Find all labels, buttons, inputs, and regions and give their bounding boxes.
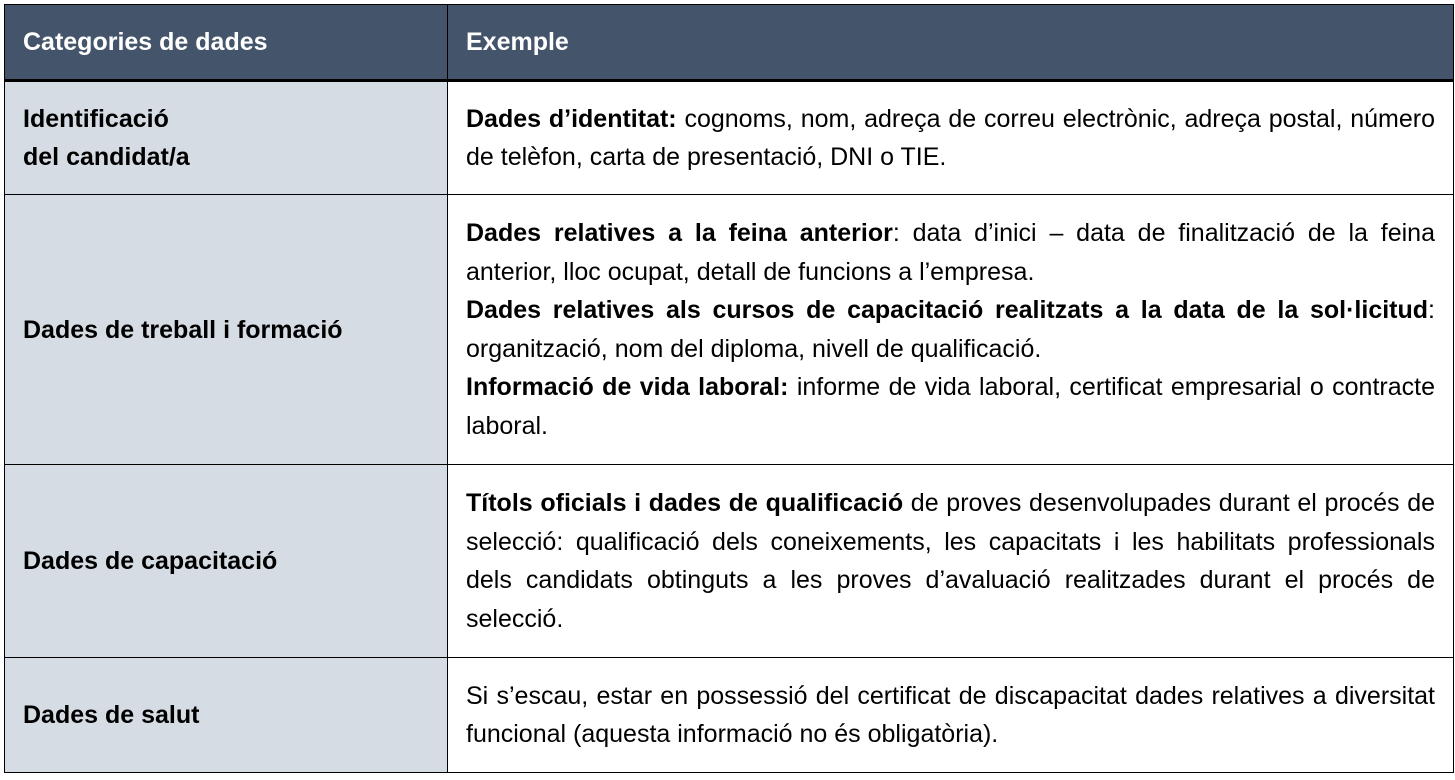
header-categories: Categories de dades: [5, 5, 448, 81]
example-bold-term: Títols oficials i dades de qualificació: [466, 489, 904, 517]
example-cell: [448, 465, 1454, 658]
category-label: del candidat/a: [23, 143, 190, 171]
data-categories-table: [4, 4, 1454, 773]
category-cell: [5, 81, 448, 195]
table-header-row: [5, 5, 1454, 81]
category-cell: [5, 658, 448, 773]
example-paragraph: [466, 100, 1435, 177]
category-cell: [5, 465, 448, 658]
example-paragraph: [466, 214, 1435, 291]
category-label: Dades de capacitació: [23, 547, 278, 575]
example-text: informe de vida laboral, certificat empresarial o contracte laboral.: [466, 373, 1435, 440]
example-bold-term: Dades relatives als cursos de capacitació realitzats a la data de la sol·licitud: [466, 296, 1429, 324]
example-paragraph: [466, 484, 1435, 638]
example-text: Si s’escau, estar en possessió del certificat de discapacitat dades relatives a diversitat funcional (aquesta informació no és obligatòria).: [466, 681, 1435, 748]
example-bold-term: Informació de vida laboral:: [466, 373, 789, 401]
example-cell: [448, 81, 1454, 195]
example-text: de proves desenvolupades durant el procés de selecció: qualificació dels coneixements, les capacitats i les habilitats professionals dels candidats obtinguts a les proves d’avaluació realitzades durant el procés de selecció.: [466, 489, 1436, 633]
example-paragraph: [466, 677, 1435, 754]
example-paragraph: [466, 368, 1435, 445]
example-cell: [448, 195, 1454, 465]
category-label: Identificació: [23, 105, 169, 133]
header-example: Exemple: [448, 5, 1454, 81]
data-categories-table-container: [4, 4, 1453, 773]
example-cell: [448, 658, 1454, 773]
example-bold-term: Dades d’identitat:: [466, 104, 677, 133]
category-label: Dades de treball i formació: [23, 315, 343, 344]
example-text: : data d’inici – data de finalització de la feina anterior, lloc ocupat, detall de funcions a l’empresa.: [466, 219, 1435, 286]
example-text: cognoms, nom, adreça de correu electrònic, adreça postal, número de telèfon, carta de presentació, DNI o TIE.: [466, 104, 1436, 171]
table-row-health: [5, 658, 1454, 773]
example-text: : organització, nom del diploma, nivell de qualificació.: [466, 296, 1435, 363]
table-row-work-training: [5, 195, 1454, 465]
example-bold-term: Dades relatives a la feina anterior: [466, 219, 893, 247]
table-row-identification: [5, 81, 1454, 195]
category-cell: [5, 195, 448, 465]
example-paragraph: [466, 291, 1435, 368]
category-label: Dades de salut: [23, 701, 200, 729]
table-row-capacitation: [5, 465, 1454, 658]
